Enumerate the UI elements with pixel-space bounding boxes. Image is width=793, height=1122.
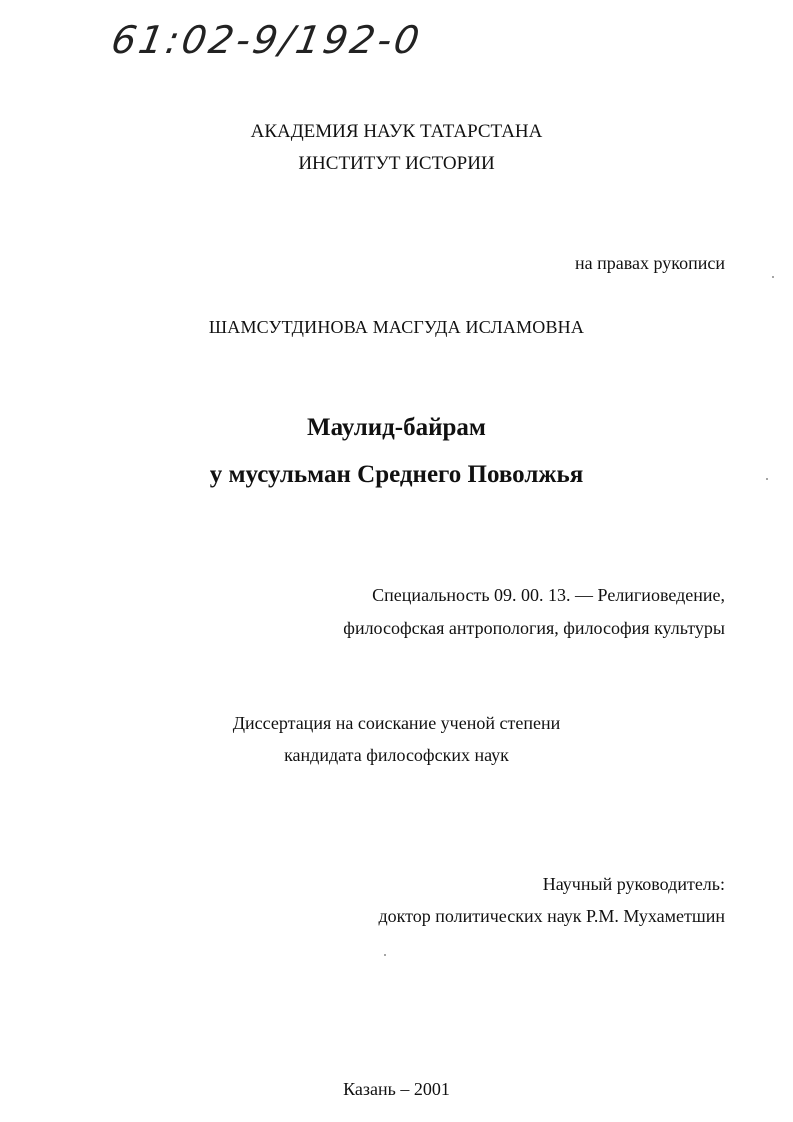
dissertation-degree-line2: кандидата философских наук: [284, 745, 509, 765]
dissertation-title-line1: Маулид-байрам: [307, 414, 486, 441]
scan-speck: [384, 954, 386, 956]
author-name: ШАМСУТДИНОВА МАСГУДА ИСЛАМОВНА: [208, 317, 585, 337]
academy-name: АКАДЕМИЯ НАУК ТАТАРСТАНА: [250, 121, 543, 142]
supervisor-label: Научный руководитель:: [542, 874, 725, 894]
scan-speck: [766, 478, 768, 480]
manuscript-note: на правах рукописи: [575, 253, 725, 273]
specialty-line2: философская антропология, философия культуры: [343, 618, 725, 638]
supervisor-name: доктор политических наук Р.М. Мухаметшин: [378, 906, 725, 926]
dissertation-degree-line1: Диссертация на соискание ученой степени: [232, 713, 561, 733]
city-year: Казань – 2001: [343, 1079, 450, 1099]
dissertation-title-line2: у мусульман Среднего Поволжья: [209, 461, 584, 488]
scan-speck: [772, 276, 774, 278]
specialty-line1: Специальность 09. 00. 13. — Религиоведение,: [372, 585, 725, 605]
handwritten-archive-mark: 61:02-9/192-0: [108, 18, 426, 62]
institute-name: ИНСТИТУТ ИСТОРИИ: [298, 153, 495, 174]
